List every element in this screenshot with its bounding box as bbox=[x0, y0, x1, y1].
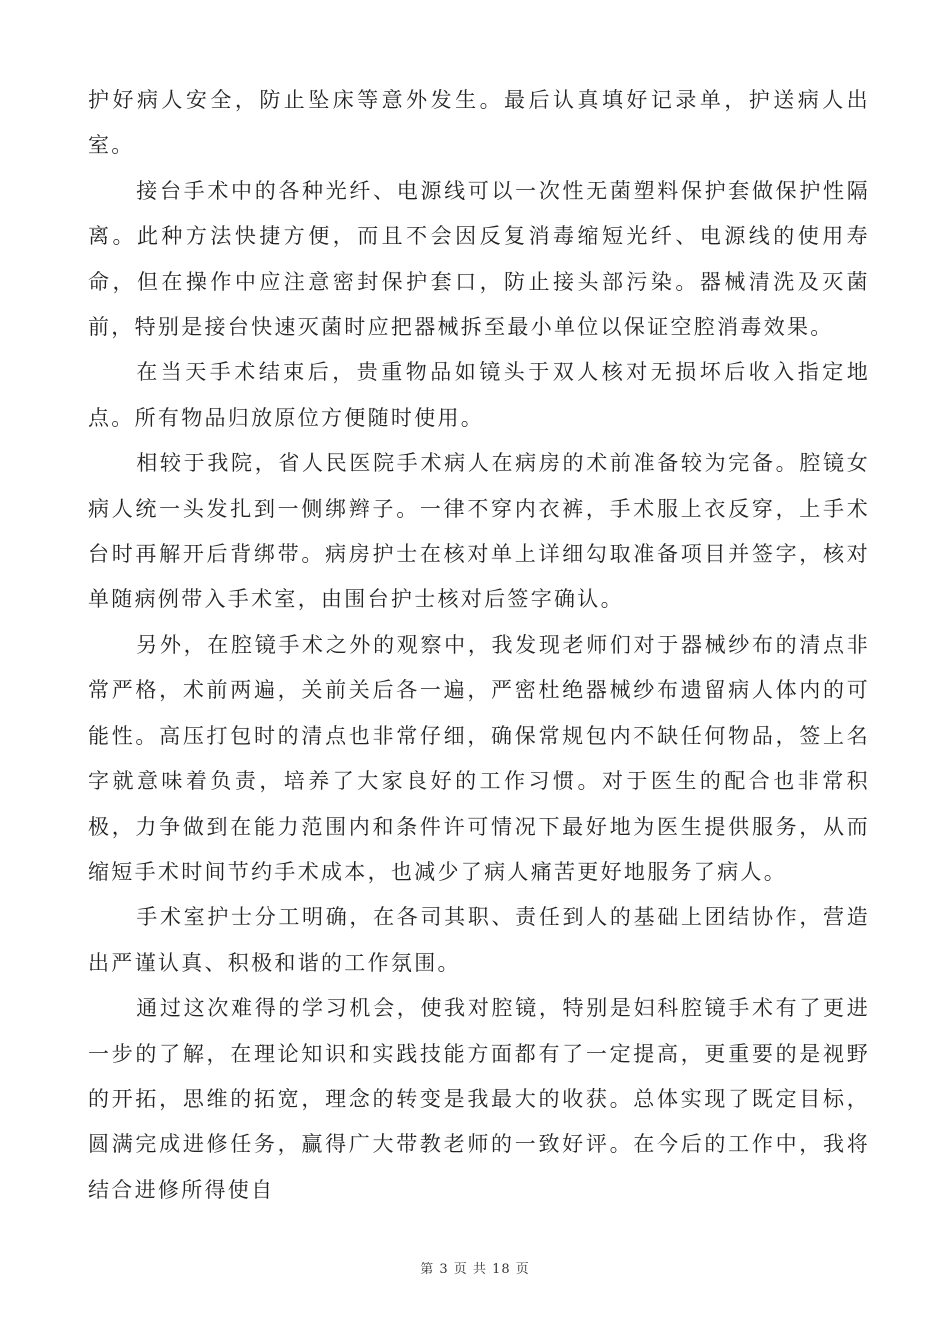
paragraph-valuables: 在当天手术结束后，贵重物品如镜头于双人核对无损坏后收入指定地点。所有物品归放原位方便随时使用。 bbox=[88, 360, 870, 430]
document-body bbox=[88, 78, 870, 1213]
paragraph-continuation: 护好病人安全，防止坠床等意外发生。最后认真填好记录单，护送病人出室。 bbox=[88, 88, 870, 158]
footer-prefix: 第 bbox=[420, 1262, 435, 1277]
footer-total-pages: 18 bbox=[492, 1262, 511, 1277]
footer-current-page: 3 bbox=[439, 1262, 449, 1277]
paragraph-preop-preparation: 相较于我院，省人民医院手术病人在病房的术前准备较为完备。腔镜女病人统一头发扎到一侧绑辫子。一律不穿内衣裤，手术服上衣反穿，上手术台时再解开后背绑带。病房护士在核对单上详细勾取准备项目并签字，核对单随病例带入手术室，由围台护士核对后签字确认。 bbox=[88, 451, 870, 612]
page-footer bbox=[0, 1258, 950, 1277]
paragraph-summary: 通过这次难得的学习机会，使我对腔镜，特别是妇科腔镜手术有了更进一步的了解，在理论知识和实践技能方面都有了一定提高，更重要的是视野的开拓，思维的拓宽，理念的转变是我最大的收获。总体实现了既定目标，圆满完成进修任务，赢得广大带教老师的一致好评。在今后的工作中，我将结合进修所得使自 bbox=[88, 996, 870, 1202]
footer-middle: 页 共 bbox=[453, 1262, 487, 1277]
paragraph-sterile-cover: 接台手术中的各种光纤、电源线可以一次性无菌塑料保护套做保护性隔离。此种方法快捷方便，而且不会因反复消毒缩短光纤、电源线的使用寿命，但在操作中应注意密封保护套口，防止接头部污染。器械清洗及灭菌前，特别是接台快速灭菌时应把器械拆至最小单位以保证空腔消毒效果。 bbox=[88, 178, 870, 340]
footer-suffix: 页 bbox=[515, 1262, 530, 1277]
paragraph-teamwork: 手术室护士分工明确，在各司其职、责任到人的基础上团结协作，营造出严谨认真、积极和谐的工作氛围。 bbox=[88, 905, 870, 975]
paragraph-counting: 另外，在腔镜手术之外的观察中，我发现老师们对于器械纱布的清点非常严格，术前两遍，关前关后各一遍，严密杜绝器械纱布遗留病人体内的可能性。高压打包时的清点也非常仔细，确保常规包内不缺任何物品，签上名字就意味着负责，培养了大家良好的工作习惯。对于医生的配合也非常积极，力争做到在能力范围内和条件许可情况下最好地为医生提供服务，从而缩短手术时间节约手术成本，也减少了病人痛苦更好地服务了病人。 bbox=[88, 632, 870, 884]
